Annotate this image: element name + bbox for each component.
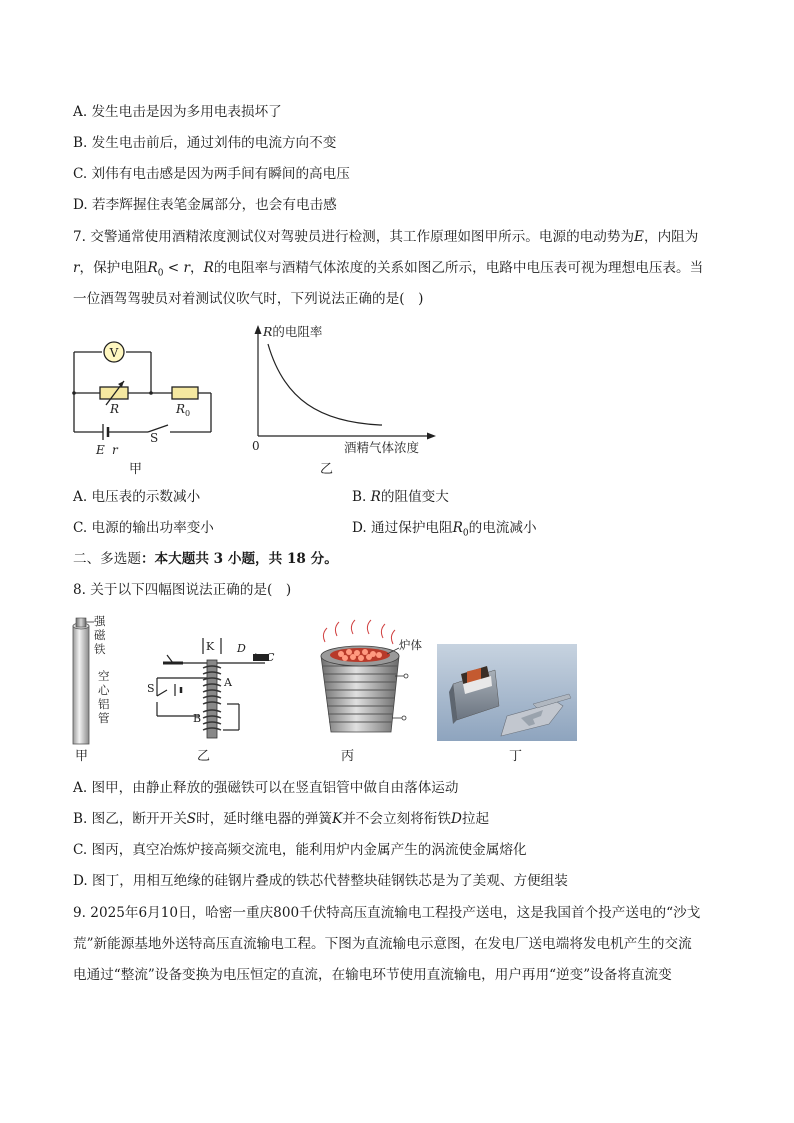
relay-label-A: A	[224, 676, 232, 689]
q9-stem-line2: 荒”新能源基地外送特高压直流输电工程。下图为直流输电示意图，在发电厂送电端将发电机产生的交流	[73, 936, 692, 952]
tube-label-1: 空	[98, 669, 110, 683]
voltmeter-symbol: V	[109, 346, 119, 360]
q8-option-a: A. 图甲，由静止释放的强磁铁可以在竖直铝管中做自由落体运动	[73, 780, 459, 796]
q8-fig-transformer-photo	[437, 644, 577, 741]
graph-x-label: 酒精气体浓度	[344, 440, 420, 455]
section-header: 二、多选题：本大题共 3 小题，共 18 分。	[73, 551, 338, 567]
q7-option-d: D. 通过保护电阻$R_0$的电流减小	[352, 520, 537, 539]
label-E: E	[96, 443, 105, 457]
q9-stem-line1: 9. 2025年6月10日，哈密一重庆800千伏特高压直流输电工程投产送电，这是我国首个投产送电的“沙戈	[73, 905, 701, 921]
q8-fig-magnet-tube	[70, 614, 130, 749]
q7-fig-yi-caption: 乙	[320, 462, 334, 477]
furnace-label: 炉体	[399, 638, 422, 652]
q9-stem-line3: 电通过“整流”设备变换为电压恒定的直流，在输电环节使用直流输电，用户再用“逆变”设备将直流变	[73, 967, 672, 983]
q7-stem-line1: 7. 交警通常使用酒精浓度测试仪对驾驶员进行检测，其工作原理如图甲所示。电源的电动势为E，内阻为	[73, 229, 699, 245]
label-S: S	[150, 431, 159, 445]
q7-stem-line2: r，保护电阻$R_0 < r$，R的电阻率与酒精气体浓度的关系如图乙所示，电路中电压表可视为理想电压表。当	[73, 260, 704, 279]
graph-origin: 0	[252, 439, 260, 453]
q7-option-b: B. R的阻值变大	[352, 489, 449, 505]
q7-circuit-diagram	[70, 335, 220, 465]
q6-option-a: A. 发生电击是因为多用电表损坏了	[73, 104, 282, 120]
q8-fig-relay	[143, 634, 283, 742]
q6-option-c: C. 刘伟有电击感是因为两手间有瞬间的高电压	[73, 166, 350, 182]
relay-label-B: B	[193, 712, 202, 725]
q6-option-d: D. 若李辉握住表笔金属部分，也会有电击感	[73, 197, 337, 213]
q7-option-a: A. 电压表的示数减小	[73, 489, 201, 505]
q8-fig-furnace	[303, 622, 433, 740]
q8-option-d: D. 图丁，用相互绝缘的硅钢片叠成的铁芯代替整块硅钢铁芯是为了美观、方便组装	[73, 873, 568, 889]
label-r: r	[112, 443, 118, 457]
magnet-label-3: 铁	[94, 642, 106, 656]
label-R0: $R_0$	[176, 402, 191, 418]
relay-label-S: S	[147, 682, 155, 695]
q6-option-b: B. 发生电击前后，通过刘伟的电流方向不变	[73, 135, 337, 151]
q8-fig-jia-caption: 甲	[75, 749, 89, 764]
q8-stem: 8. 关于以下四幅图说法正确的是( )	[73, 582, 292, 598]
tube-label-3: 铝	[98, 697, 110, 711]
q7-stem-line3: 一位酒驾驾驶员对着测试仪吹气时，下列说法正确的是( )	[73, 291, 424, 307]
graph-y-label: R的电阻率	[263, 324, 323, 339]
relay-label-K: K	[206, 640, 215, 653]
relay-label-D: D	[237, 642, 246, 655]
magnet-label-2: 磁	[94, 628, 106, 642]
q7-resistivity-graph	[250, 322, 440, 462]
relay-label-C: C	[266, 651, 275, 664]
label-R: R	[110, 402, 120, 416]
q7-option-c: C. 电源的输出功率变小	[73, 520, 214, 536]
q8-option-c: C. 图丙，真空冶炼炉接高频交流电，能利用炉内金属产生的涡流使金属熔化	[73, 842, 527, 858]
q8-fig-ding-caption: 丁	[509, 749, 523, 764]
q7-fig-jia-caption: 甲	[129, 462, 143, 477]
q8-fig-bing-caption: 丙	[341, 749, 355, 764]
tube-label-2: 心	[98, 683, 110, 697]
tube-label-4: 管	[98, 711, 110, 725]
q8-option-b: B. 图乙，断开开关S时，延时继电器的弹簧K并不会立刻将衔铁D拉起	[73, 811, 490, 827]
magnet-label-1: 强	[94, 614, 106, 628]
q8-fig-yi-caption: 乙	[197, 749, 211, 764]
